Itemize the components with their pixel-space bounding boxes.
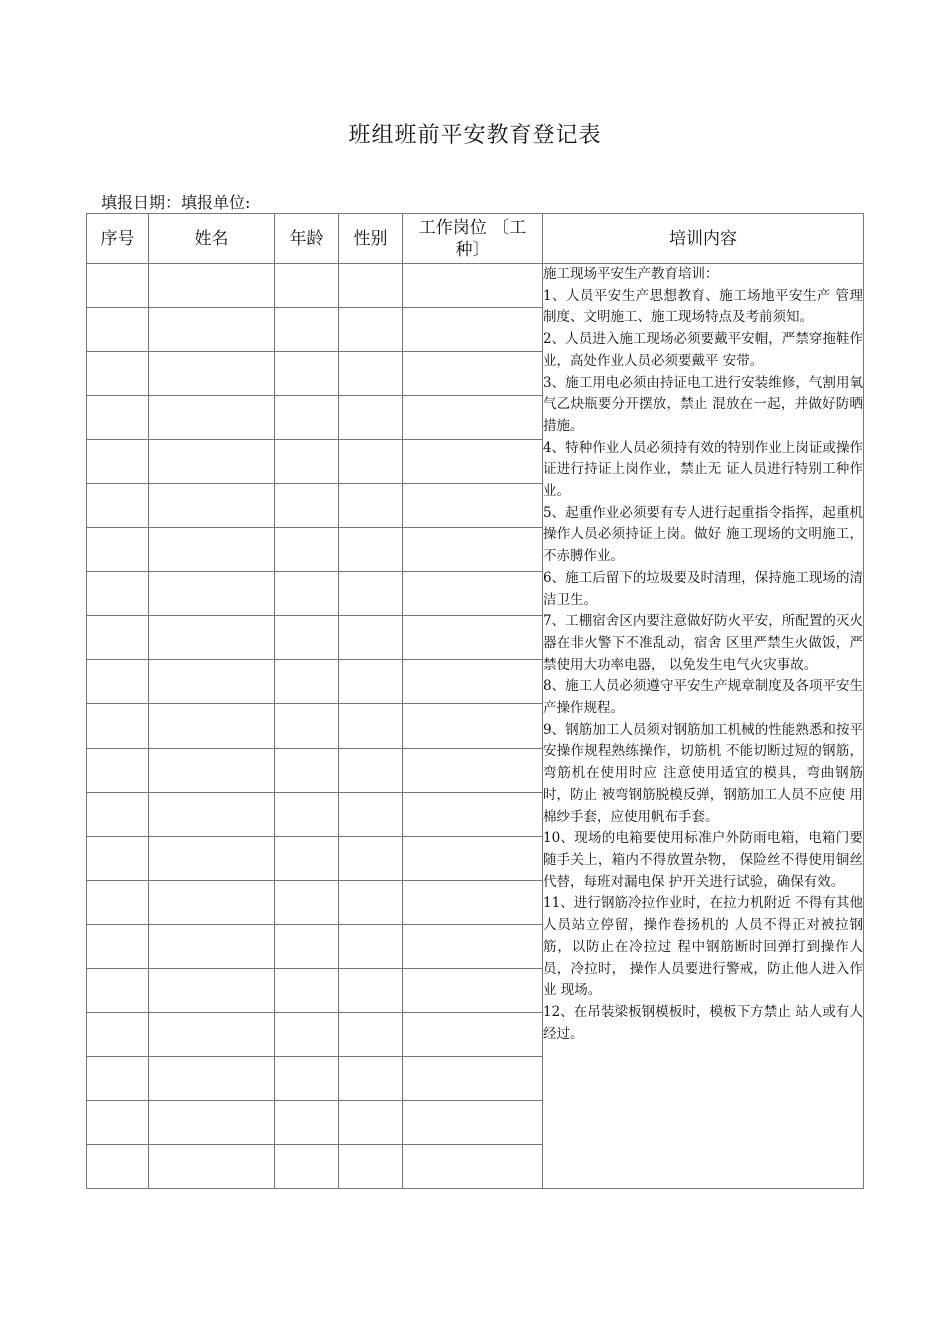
post-cell	[403, 792, 543, 836]
gender-cell	[339, 1144, 403, 1188]
post-cell	[403, 1056, 543, 1100]
seq-cell	[87, 528, 149, 572]
training-content-item: 12、在吊装梁板钢模板时，模板下方禁止 站人或有人经过。	[543, 1003, 863, 1042]
gender-cell	[339, 528, 403, 572]
seq-cell	[87, 352, 149, 396]
gender-cell	[339, 792, 403, 836]
training-content-item: 7、工棚宿舍区内要注意做好防火平安，所配置的灭火器在非火警下不准乱动，宿舍 区里严禁生火做饭，严禁使用大功率电器， 以免发生电气火灾事故。	[543, 613, 863, 673]
table-header-row	[87, 214, 864, 264]
training-content-item: 10、现场的电箱要使用标准户外防雨电箱，电箱门要随手关上，箱内不得放置杂物， 保险丝不得使用铜丝代替，每班对漏电保 护开关进行试验，确保有效。	[543, 830, 863, 890]
age-cell	[275, 660, 339, 704]
training-content-cell	[543, 264, 864, 1189]
age-cell	[275, 440, 339, 484]
age-cell	[275, 264, 339, 308]
name-cell	[149, 748, 275, 792]
header-seq: 序号	[87, 214, 149, 264]
gender-cell	[339, 1012, 403, 1056]
training-content-item: 5、起重作业必须要有专人进行起重指令指挥，起重机操作人员必须持证上岗。做好 施工现场的文明施工，不赤膊作业。	[543, 504, 863, 565]
age-cell	[275, 1056, 339, 1100]
training-content-text	[543, 264, 863, 1045]
training-content-item: 4、特种作业人员必须持有效的特别作业上岗证或操作证进行持证上岗作业，禁止无 证人员进行特别工种作业。	[543, 439, 863, 500]
gender-cell	[339, 836, 403, 880]
age-cell	[275, 880, 339, 924]
age-cell	[275, 704, 339, 748]
seq-cell	[87, 484, 149, 528]
post-cell	[403, 748, 543, 792]
header-post	[403, 214, 543, 264]
post-cell	[403, 704, 543, 748]
header-age: 年龄	[275, 214, 339, 264]
post-cell	[403, 572, 543, 616]
seq-cell	[87, 704, 149, 748]
gender-cell	[339, 1056, 403, 1100]
age-cell	[275, 616, 339, 660]
post-cell	[403, 1144, 543, 1188]
header-gender: 性别	[339, 214, 403, 264]
age-cell	[275, 572, 339, 616]
age-cell	[275, 396, 339, 440]
table-body	[87, 264, 864, 1189]
seq-cell	[87, 616, 149, 660]
post-cell	[403, 352, 543, 396]
post-cell	[403, 660, 543, 704]
name-cell	[149, 308, 275, 352]
post-cell	[403, 880, 543, 924]
seq-cell	[87, 748, 149, 792]
gender-cell	[339, 968, 403, 1012]
seq-cell	[87, 572, 149, 616]
age-cell	[275, 1100, 339, 1144]
age-cell	[275, 1144, 339, 1188]
name-cell	[149, 836, 275, 880]
header-name: 姓名	[149, 214, 275, 264]
post-cell	[403, 836, 543, 880]
name-cell	[149, 792, 275, 836]
seq-cell	[87, 1056, 149, 1100]
name-cell	[149, 1144, 275, 1188]
age-cell	[275, 484, 339, 528]
seq-cell	[87, 1012, 149, 1056]
name-cell	[149, 528, 275, 572]
age-cell	[275, 748, 339, 792]
post-cell	[403, 264, 543, 308]
post-cell	[403, 1012, 543, 1056]
seq-cell	[87, 968, 149, 1012]
age-cell	[275, 836, 339, 880]
training-content-item: 6、施工后留下的垃圾要及时清理，保持施工现场的清洁卫生。	[543, 569, 863, 608]
name-cell	[149, 572, 275, 616]
name-cell	[149, 1100, 275, 1144]
seq-cell	[87, 924, 149, 968]
gender-cell	[339, 396, 403, 440]
name-cell	[149, 968, 275, 1012]
gender-cell	[339, 660, 403, 704]
name-cell	[149, 440, 275, 484]
gender-cell	[339, 572, 403, 616]
gender-cell	[339, 440, 403, 484]
post-cell	[403, 1100, 543, 1144]
age-cell	[275, 792, 339, 836]
age-cell	[275, 308, 339, 352]
age-cell	[275, 1012, 339, 1056]
name-cell	[149, 880, 275, 924]
post-cell	[403, 396, 543, 440]
training-content-item: 2、人员进入施工现场必须要戴平安帽，严禁穿拖鞋作业，高处作业人员必须要戴平 安带。	[543, 331, 863, 369]
post-cell	[403, 484, 543, 528]
seq-cell	[87, 660, 149, 704]
registration-table	[86, 213, 864, 1189]
gender-cell	[339, 352, 403, 396]
post-cell	[403, 528, 543, 572]
name-cell	[149, 660, 275, 704]
post-cell	[403, 968, 543, 1012]
name-cell	[149, 484, 275, 528]
training-content-item: 1、人员平安生产思想教育、施工场地平安生产 管理制度、文明施工、施工现场特点及考前须知。	[543, 287, 863, 326]
post-cell	[403, 616, 543, 660]
gender-cell	[339, 308, 403, 352]
seq-cell	[87, 792, 149, 836]
gender-cell	[339, 704, 403, 748]
name-cell	[149, 704, 275, 748]
gender-cell	[339, 924, 403, 968]
name-cell	[149, 616, 275, 660]
seq-cell	[87, 836, 149, 880]
seq-cell	[87, 396, 149, 440]
name-cell	[149, 924, 275, 968]
age-cell	[275, 352, 339, 396]
seq-cell	[87, 308, 149, 352]
training-content-item: 3、施工用电必须由持证电工进行安装维修，气割用氧气乙炔瓶要分开摆放，禁止 混放在一起，并做好防晒措施。	[543, 374, 863, 434]
gender-cell	[339, 264, 403, 308]
gender-cell	[339, 484, 403, 528]
training-content-item: 11、进行钢筋冷拉作业时，在拉力机附近 不得有其他人员站立停留，操作卷扬机的 人员不得正对被拉钢筋，以防止在冷拉过 程中钢筋断时回弹打到操作人员，冷拉时， 操作人员要进行警戒，防止他人进入作业 现场。	[543, 895, 863, 999]
name-cell	[149, 264, 275, 308]
training-content-item: 8、施工人员必须遵守平安生产规章制度及各项平安生产操作规程。	[543, 678, 863, 717]
page-title: 班组班前平安教育登记表	[348, 123, 602, 148]
seq-cell	[87, 1100, 149, 1144]
header-content: 培训内容	[543, 214, 864, 264]
gender-cell	[339, 748, 403, 792]
name-cell	[149, 1012, 275, 1056]
name-cell	[149, 1056, 275, 1100]
post-cell	[403, 308, 543, 352]
gender-cell	[339, 880, 403, 924]
age-cell	[275, 924, 339, 968]
table-row	[87, 264, 864, 308]
seq-cell	[87, 264, 149, 308]
post-cell	[403, 924, 543, 968]
seq-cell	[87, 440, 149, 484]
fill-date-unit-line: 填报日期：填报单位:	[101, 193, 251, 212]
post-cell	[403, 440, 543, 484]
age-cell	[275, 968, 339, 1012]
training-content-item: 9、钢筋加工人员须对钢筋加工机械的性能熟悉和按平安操作规程熟练操作，切筋机 不能切断过短的钢筋，弯筋机在使用时应 注意使用适宜的模具，弯曲钢筋时，防止 被弯钢筋脱模反弹，钢筋加工人员不应使 用棉纱手套，应使用帆布手套。	[543, 721, 863, 825]
name-cell	[149, 396, 275, 440]
training-content-heading: 施工现场平安生产教育培训：	[543, 266, 719, 282]
gender-cell	[339, 616, 403, 660]
name-cell	[149, 352, 275, 396]
seq-cell	[87, 1144, 149, 1188]
header-post-label: 工作岗位 〔工种〕	[418, 217, 527, 260]
gender-cell	[339, 1100, 403, 1144]
age-cell	[275, 528, 339, 572]
seq-cell	[87, 880, 149, 924]
